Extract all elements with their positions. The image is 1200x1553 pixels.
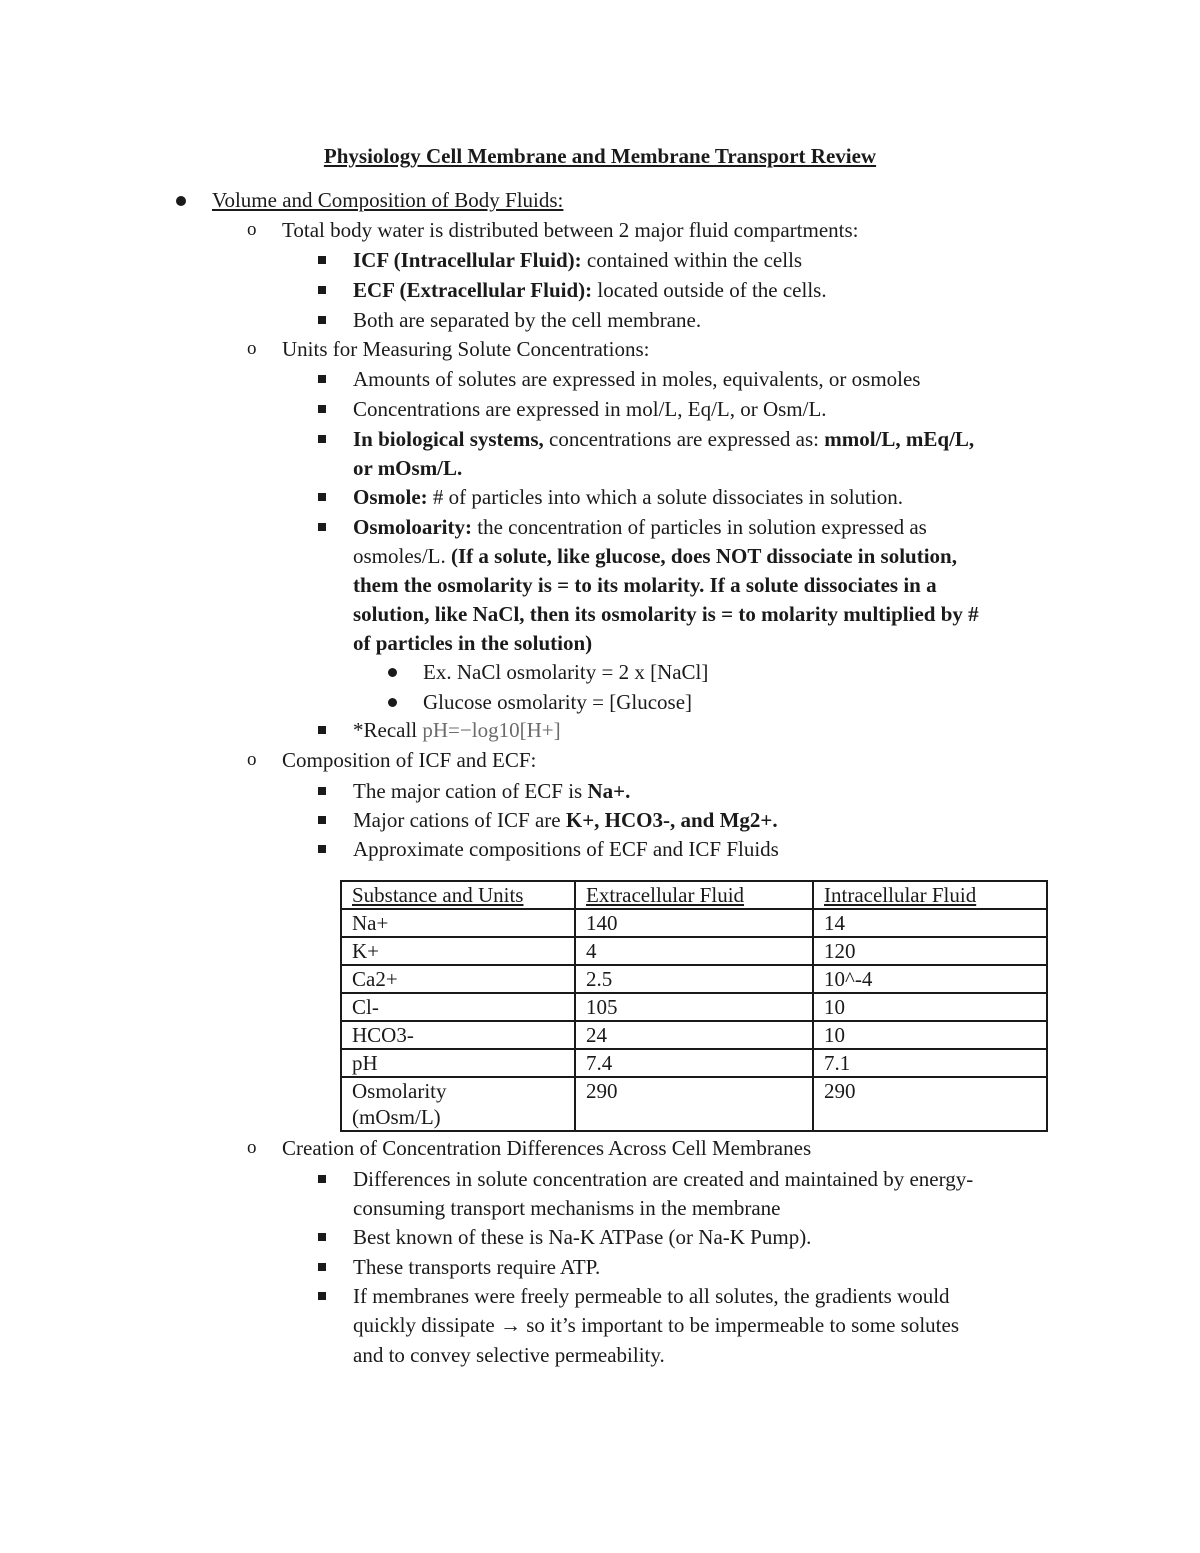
bullet-square-icon — [318, 316, 326, 324]
bullet-square-icon — [318, 375, 326, 383]
table-cell: 290 — [813, 1077, 1047, 1131]
table-cell: Cl- — [341, 993, 575, 1021]
emphasis-text: K+, HCO3-, and Mg2+. — [565, 808, 778, 832]
page-title: Physiology Cell Membrane and Membrane Transport Review — [323, 144, 877, 168]
bullet-square-icon — [318, 1175, 326, 1183]
list-item-text: Composition of ICF and ECF: — [282, 748, 537, 772]
table-cell: Ca2+ — [341, 965, 575, 993]
list-item-text: concentrations are expressed as: — [543, 427, 825, 451]
list-item-text: These transports require ATP. — [353, 1255, 601, 1279]
list-item-text: If membranes were freely permeable to all solutes, the gradients would — [353, 1284, 950, 1308]
bullet-circle-icon: o — [247, 1137, 257, 1158]
bullet-dot-icon — [388, 698, 397, 707]
bullet-square-icon — [318, 493, 326, 501]
units-label: or mOsm/L. — [353, 456, 463, 480]
list-item-text: The major cation of ECF is — [353, 779, 588, 803]
table-cell: 2.5 — [575, 965, 813, 993]
table-cell: 7.4 — [575, 1049, 813, 1077]
list-item-text: the concentration of particles in solution expressed as — [471, 515, 927, 539]
table-cell: 140 — [575, 909, 813, 937]
bullet-square-icon — [318, 405, 326, 413]
term-label: ECF (Extracellular Fluid): — [353, 278, 593, 302]
list-item-text: Total body water is distributed between 2 major fluid compartments: — [282, 218, 859, 242]
table-cell-line: (mOsm/L) — [352, 1105, 441, 1129]
formula-text: pH=−log10[H+] — [422, 718, 561, 742]
bullet-square-icon — [318, 816, 326, 824]
list-item-text: so it’s important to be impermeable to some solutes — [520, 1313, 960, 1337]
table-cell — [341, 1077, 575, 1131]
bullet-square-icon — [318, 726, 326, 734]
list-item-text: Units for Measuring Solute Concentrations: — [282, 337, 650, 361]
table-cell: Na+ — [341, 909, 575, 937]
term-label: Osmoloarity: — [353, 515, 472, 539]
table-header-cell: Intracellular Fluid — [813, 881, 1047, 909]
emphasis-text: Na+. — [587, 779, 631, 803]
list-item-text: Ex. NaCl osmolarity = 2 x [NaCl] — [423, 660, 709, 684]
bullet-circle-icon: o — [247, 338, 257, 359]
table-header-row — [341, 881, 1047, 909]
list-item-text: consuming transport mechanisms in the membrane — [353, 1196, 781, 1220]
bullet-square-icon — [318, 787, 326, 795]
table-row — [341, 909, 1047, 937]
table-row — [341, 1049, 1047, 1077]
list-item-text: Differences in solute concentration are created and maintained by energy- — [353, 1167, 974, 1191]
list-item-text: Glucose osmolarity = [Glucose] — [423, 690, 693, 714]
bullet-dot-icon — [388, 668, 397, 677]
bullet-square-icon — [318, 845, 326, 853]
list-item-text: located outside of the cells. — [592, 278, 827, 302]
table-row — [341, 965, 1047, 993]
bullet-square-icon — [318, 286, 326, 294]
bullet-square-icon — [318, 1263, 326, 1271]
table-cell: K+ — [341, 937, 575, 965]
composition-table — [340, 880, 1048, 1132]
table-row — [341, 937, 1047, 965]
bullet-square-icon — [318, 1292, 326, 1300]
table-cell: pH — [341, 1049, 575, 1077]
list-item-text: Creation of Concentration Differences Across Cell Membranes — [282, 1136, 812, 1160]
emphasis-text: (If a solute, like glucose, does NOT dissociate in solution, — [451, 544, 957, 568]
table-header-cell: Extracellular Fluid — [575, 881, 813, 909]
table-cell: 10 — [813, 1021, 1047, 1049]
list-item-text: quickly dissipate — [353, 1313, 500, 1337]
table-cell: 290 — [575, 1077, 813, 1131]
list-item-text: *Recall — [353, 718, 423, 742]
table-header-cell: Substance and Units — [341, 881, 575, 909]
table-row — [341, 1021, 1047, 1049]
section-heading: Volume and Composition of Body Fluids: — [212, 188, 564, 212]
table-cell: 14 — [813, 909, 1047, 937]
table-cell: 4 — [575, 937, 813, 965]
table-row — [341, 1077, 1047, 1131]
table-cell: 24 — [575, 1021, 813, 1049]
table-cell: 10 — [813, 993, 1047, 1021]
list-item-text: Best known of these is Na-K ATPase (or Na-K Pump). — [353, 1225, 812, 1249]
bullet-dot-icon — [176, 196, 186, 206]
emphasis-text: of particles in the solution) — [353, 631, 593, 655]
table-cell: 7.1 — [813, 1049, 1047, 1077]
bullet-circle-icon: o — [247, 219, 257, 240]
list-item-text: Concentrations are expressed in mol/L, Eq/L, or Osm/L. — [353, 397, 827, 421]
table-row — [341, 993, 1047, 1021]
list-item-text: osmoles/L. — [353, 544, 451, 568]
bullet-square-icon — [318, 1233, 326, 1241]
units-label: mmol/L, mEq/L, — [824, 427, 975, 451]
table-cell: 105 — [575, 993, 813, 1021]
term-label: In biological systems, — [353, 427, 544, 451]
list-item-text: Approximate compositions of ECF and ICF Fluids — [353, 837, 779, 861]
list-item-text: # of particles into which a solute dissociates in solution. — [427, 485, 903, 509]
list-item-text: Both are separated by the cell membrane. — [353, 308, 702, 332]
bullet-circle-icon: o — [247, 749, 257, 770]
list-item-text: and to convey selective permeability. — [353, 1343, 665, 1367]
arrow-right-icon: → — [499, 1313, 521, 1337]
emphasis-text: solution, like NaCl, then its osmolarity is = to molarity multiplied by # — [353, 602, 979, 626]
list-item-text: contained within the cells — [581, 248, 803, 272]
table-cell: 10^-4 — [813, 965, 1047, 993]
list-item-text: Amounts of solutes are expressed in moles, equivalents, or osmoles — [353, 367, 921, 391]
bullet-square-icon — [318, 523, 326, 531]
table-cell-line: Osmolarity — [352, 1079, 447, 1103]
table-cell: HCO3- — [341, 1021, 575, 1049]
list-item-text: Major cations of ICF are — [353, 808, 566, 832]
bullet-square-icon — [318, 256, 326, 264]
term-label: ICF (Intracellular Fluid): — [353, 248, 582, 272]
table-cell: 120 — [813, 937, 1047, 965]
bullet-square-icon — [318, 435, 326, 443]
emphasis-text: them the osmolarity is = to its molarity. If a solute dissociates in a — [353, 573, 937, 597]
term-label: Osmole: — [353, 485, 428, 509]
